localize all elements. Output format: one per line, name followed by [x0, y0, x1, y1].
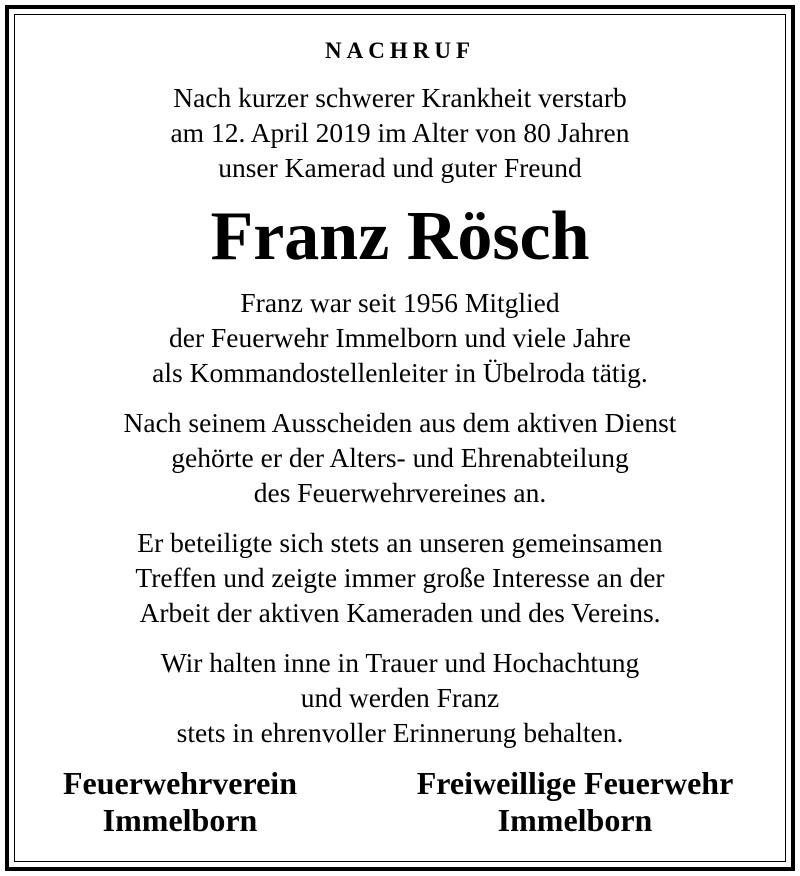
- paragraph-line: als Kommandostellenleiter in Übelroda tätig.: [152, 357, 648, 388]
- paragraph-line: Er beteiligte sich stets an unseren gemeinsamen: [137, 527, 663, 558]
- paragraph-line: Nach seinem Ausscheiden aus dem aktiven Dienst: [123, 407, 677, 438]
- retirement-paragraph: [20, 405, 780, 510]
- intro-paragraph: [20, 80, 780, 185]
- paragraph-line: stets in ehrenvoller Erinnerung behalten.: [176, 717, 624, 748]
- signature-feuerwehrverein: [20, 765, 340, 839]
- remembrance-paragraph: [20, 645, 780, 750]
- paragraph-line: der Feuerwehr Immelborn und viele Jahre: [169, 322, 631, 353]
- intro-line: unser Kamerad und guter Freund: [218, 152, 582, 183]
- paragraph-line: Arbeit der aktiven Kameraden und des Vereins.: [139, 597, 661, 628]
- membership-paragraph: [20, 285, 780, 390]
- participation-paragraph: [20, 525, 780, 630]
- signature-freiwillige-feuerwehr: [375, 765, 775, 839]
- paragraph-line: Franz war seit 1956 Mitglied: [240, 287, 560, 318]
- deceased-name: Franz Rösch: [210, 198, 590, 275]
- headline: NACHRUF: [325, 38, 475, 63]
- signature-line: Immelborn: [102, 802, 258, 838]
- intro-line: am 12. April 2019 im Alter von 80 Jahren: [170, 117, 630, 148]
- paragraph-line: des Feuerwehrvereines an.: [253, 477, 547, 508]
- signature-line: Freiweillige Feuerwehr: [416, 765, 734, 801]
- obituary-notice: [20, 20, 780, 856]
- paragraph-line: Wir halten inne in Trauer und Hochachtung: [160, 647, 640, 678]
- intro-line: Nach kurzer schwerer Krankheit verstarb: [173, 82, 627, 113]
- paragraph-line: gehörte er der Alters- und Ehrenabteilung: [171, 442, 629, 473]
- signature-line: Feuerwehrverein: [63, 765, 297, 801]
- signature-block: [20, 765, 780, 845]
- paragraph-line: und werden Franz: [300, 682, 500, 713]
- paragraph-line: Treffen und zeigte immer große Interesse an der: [135, 562, 665, 593]
- signature-line: Immelborn: [497, 802, 653, 838]
